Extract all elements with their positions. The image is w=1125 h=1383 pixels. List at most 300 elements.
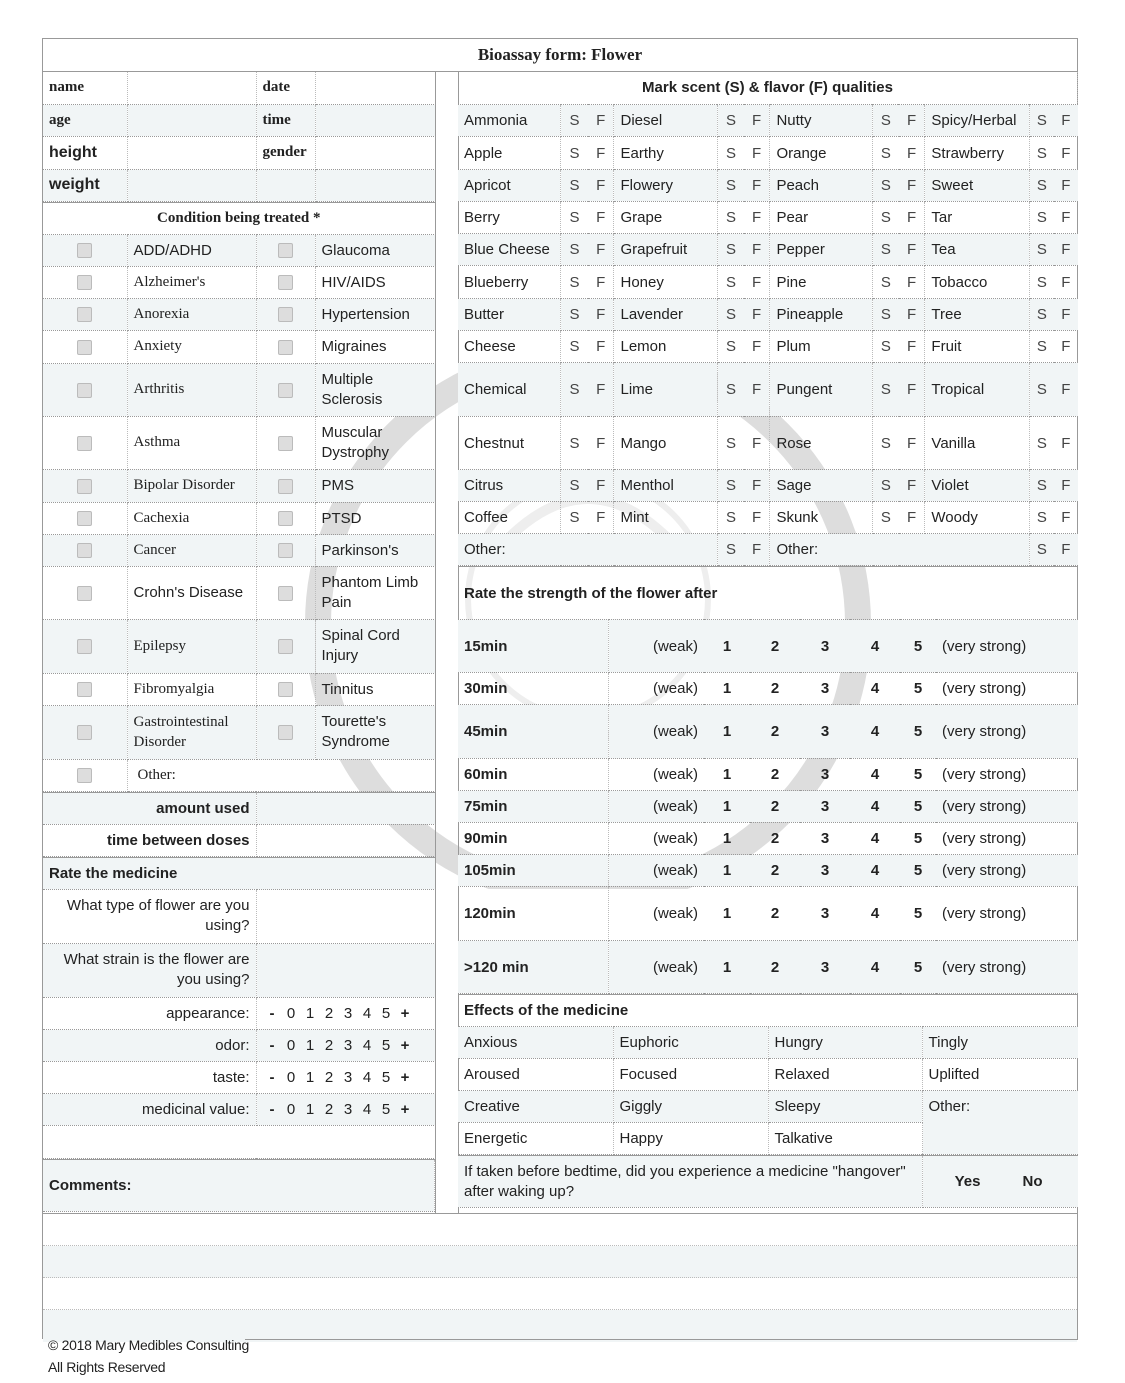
condition-row — [43, 330, 435, 363]
condition-row — [43, 502, 435, 534]
scent-item-label: Pine — [770, 266, 873, 299]
scent-s-mark[interactable]: S — [718, 470, 744, 502]
scent-item-label: Ammonia — [458, 105, 561, 137]
time-field[interactable] — [315, 104, 435, 136]
scent-item-label: Sweet — [925, 170, 1030, 202]
scent-row — [458, 234, 1078, 266]
effects-row — [458, 1027, 1078, 1059]
flower-type-question: What type of flower are you using? — [43, 889, 256, 943]
name-field[interactable] — [127, 72, 256, 104]
condition-checkbox[interactable] — [278, 586, 293, 601]
strength-rating-option[interactable]: 2 — [750, 759, 800, 791]
time-label: time — [256, 104, 315, 136]
flavor-f-mark[interactable]: F — [744, 299, 770, 331]
scent-s-mark[interactable]: S — [1030, 170, 1054, 202]
strength-rating-option[interactable]: 2 — [750, 673, 800, 705]
scent-s-mark[interactable]: S — [873, 266, 899, 299]
strength-rating-option[interactable]: 5 — [900, 620, 936, 673]
scent-s-mark[interactable]: S — [561, 202, 588, 234]
comments-header-table — [43, 1159, 435, 1212]
flavor-f-mark[interactable]: F — [899, 105, 925, 137]
strength-rating-option[interactable]: 1 — [704, 705, 750, 759]
effect-option[interactable]: Hungry — [768, 1027, 922, 1059]
strength-rating-option[interactable]: 5 — [900, 887, 936, 941]
weight-field[interactable] — [127, 169, 256, 201]
strength-rating-option[interactable]: 5 — [900, 673, 936, 705]
condition-checkbox[interactable] — [77, 682, 92, 697]
flavor-f-mark[interactable]: F — [588, 105, 614, 137]
condition-label: Bipolar Disorder — [127, 469, 256, 502]
flavor-f-mark[interactable]: F — [744, 502, 770, 534]
strength-rating-option[interactable]: 3 — [800, 705, 850, 759]
flavor-f-mark[interactable]: F — [744, 266, 770, 299]
condition-label: Asthma — [127, 416, 256, 469]
scent-item-label: Sage — [770, 470, 873, 502]
weight-label: weight — [43, 169, 127, 201]
comment-line[interactable] — [43, 1278, 1077, 1310]
scent-item-label: Citrus — [458, 470, 561, 502]
scent-s-mark[interactable]: S — [1030, 331, 1054, 363]
rating-row — [43, 1061, 435, 1093]
no-option[interactable]: No — [1022, 1173, 1043, 1190]
flavor-f-mark[interactable]: F — [1054, 417, 1078, 470]
scent-s-mark[interactable]: S — [718, 137, 744, 170]
scent-s-mark[interactable]: S — [718, 105, 744, 137]
condition-checkbox[interactable] — [77, 275, 92, 290]
condition-label: Muscular Dystrophy — [315, 416, 435, 469]
flavor-f-mark[interactable]: F — [1054, 234, 1078, 266]
effects-row — [458, 1059, 1078, 1091]
scent-row — [458, 266, 1078, 299]
condition-checkbox[interactable] — [278, 340, 293, 355]
rights: All Rights Reserved — [48, 1359, 166, 1375]
flavor-f-mark[interactable]: F — [588, 234, 614, 266]
very-strong-label: (very strong) — [936, 759, 1078, 791]
scent-s-mark[interactable]: S — [1030, 202, 1054, 234]
condition-checkbox[interactable] — [278, 243, 293, 258]
flower-type-field[interactable] — [256, 889, 435, 943]
scent-s-mark[interactable]: S — [718, 266, 744, 299]
scent-row — [458, 105, 1078, 137]
strength-rating-option[interactable]: 3 — [800, 855, 850, 887]
condition-label: Hypertension — [315, 298, 435, 330]
flavor-f-mark[interactable]: F — [588, 170, 614, 202]
form-title: Bioassay form: Flower — [43, 39, 1077, 72]
strength-rating-option[interactable]: 1 — [704, 791, 750, 823]
rating-label: odor: — [43, 1029, 256, 1061]
rating-scale[interactable]: - 0 1 2 3 4 5 + — [256, 997, 435, 1029]
effect-option[interactable]: Relaxed — [768, 1059, 922, 1091]
very-strong-label: (very strong) — [936, 791, 1078, 823]
strength-row — [458, 855, 1078, 887]
flavor-f-mark[interactable]: F — [1054, 202, 1078, 234]
copyright: © 2018 Mary Medibles Consulting — [48, 1337, 250, 1353]
scent-s-mark[interactable]: S — [561, 234, 588, 266]
date-field[interactable] — [315, 72, 435, 104]
scent-s-mark[interactable]: S — [561, 331, 588, 363]
flavor-f-mark[interactable]: F — [899, 202, 925, 234]
flavor-f-mark[interactable]: F — [744, 534, 770, 566]
condition-row — [43, 534, 435, 566]
condition-label: Tourette's Syndrome — [315, 705, 435, 759]
flavor-f-mark[interactable]: F — [899, 299, 925, 331]
condition-row — [43, 673, 435, 705]
strength-rating-option[interactable]: 4 — [850, 673, 900, 705]
scent-s-mark[interactable]: S — [873, 170, 899, 202]
scent-s-mark[interactable]: S — [561, 417, 588, 470]
scent-s-mark[interactable]: S — [873, 470, 899, 502]
condition-checkbox[interactable] — [77, 436, 92, 451]
flavor-f-mark[interactable]: F — [899, 234, 925, 266]
flavor-f-mark[interactable]: F — [588, 470, 614, 502]
strength-row — [458, 705, 1078, 759]
flavor-f-mark[interactable]: F — [899, 363, 925, 417]
scent-s-mark[interactable]: S — [561, 170, 588, 202]
scent-s-mark[interactable]: S — [873, 363, 899, 417]
scent-item-label: Chemical — [458, 363, 561, 417]
condition-label: Alzheimer's — [127, 266, 256, 298]
scent-s-mark[interactable]: S — [1030, 502, 1054, 534]
strength-rating-option[interactable]: 2 — [750, 941, 800, 994]
rating-scale[interactable]: - 0 1 2 3 4 5 + — [256, 1029, 435, 1061]
effect-option[interactable]: Euphoric — [613, 1027, 768, 1059]
flavor-f-mark[interactable]: F — [1054, 105, 1078, 137]
strength-rating-option[interactable]: 3 — [800, 759, 850, 791]
flavor-f-mark[interactable]: F — [1054, 502, 1078, 534]
condition-checkbox[interactable] — [278, 307, 293, 322]
weak-label: (weak) — [608, 855, 704, 887]
flavor-f-mark[interactable]: F — [1054, 363, 1078, 417]
flavor-f-mark[interactable]: F — [744, 331, 770, 363]
height-field[interactable] — [127, 136, 256, 169]
condition-row — [43, 469, 435, 502]
flavor-f-mark[interactable]: F — [899, 137, 925, 170]
flavor-f-mark[interactable]: F — [1054, 299, 1078, 331]
condition-checkbox[interactable] — [77, 586, 92, 601]
scent-s-mark[interactable]: S — [561, 137, 588, 170]
comment-line[interactable] — [43, 1214, 1077, 1246]
flavor-f-mark[interactable]: F — [744, 170, 770, 202]
date-label: date — [256, 72, 315, 104]
strength-rating-option[interactable]: 2 — [750, 705, 800, 759]
scent-item-label: Plum — [770, 331, 873, 363]
rating-scale[interactable]: - 0 1 2 3 4 5 + — [256, 1093, 435, 1125]
scent-s-mark[interactable]: S — [1030, 534, 1054, 566]
flavor-f-mark[interactable]: F — [1054, 534, 1078, 566]
age-field[interactable] — [127, 104, 256, 136]
scent-s-mark[interactable]: S — [1030, 266, 1054, 299]
strength-rating-option[interactable]: 1 — [704, 941, 750, 994]
strength-rating-option[interactable]: 2 — [750, 855, 800, 887]
condition-checkbox[interactable] — [77, 511, 92, 526]
scent-item-label: Orange — [770, 137, 873, 170]
scent-item-label: Violet — [925, 470, 1030, 502]
condition-label: Glaucoma — [315, 234, 435, 266]
scent-item-label: Vanilla — [925, 417, 1030, 470]
effect-option[interactable]: Creative — [458, 1091, 613, 1123]
strength-rating-option[interactable]: 1 — [704, 823, 750, 855]
scent-s-mark[interactable]: S — [873, 202, 899, 234]
scent-flavor-grid — [458, 105, 1078, 567]
gender-label: gender — [256, 136, 315, 169]
scent-s-mark[interactable]: S — [1030, 363, 1054, 417]
strength-rating-option[interactable]: 2 — [750, 791, 800, 823]
condition-label: Cancer — [127, 534, 256, 566]
effect-option[interactable]: Anxious — [458, 1027, 613, 1059]
scent-item-label: Grapefruit — [614, 234, 718, 266]
strength-row — [458, 759, 1078, 791]
condition-checkbox[interactable] — [278, 639, 293, 654]
scent-s-mark[interactable]: S — [1030, 470, 1054, 502]
strength-rating-option[interactable]: 5 — [900, 759, 936, 791]
scent-s-mark[interactable]: S — [873, 105, 899, 137]
effect-option[interactable]: Energetic — [458, 1123, 613, 1155]
scent-s-mark[interactable]: S — [1030, 234, 1054, 266]
flavor-f-mark[interactable]: F — [744, 470, 770, 502]
weak-label: (weak) — [608, 823, 704, 855]
strength-rating-option[interactable]: 4 — [850, 791, 900, 823]
effect-option[interactable]: Uplifted — [922, 1059, 1078, 1091]
flavor-f-mark[interactable]: F — [588, 331, 614, 363]
scent-s-mark[interactable]: S — [718, 331, 744, 363]
flavor-f-mark[interactable]: F — [744, 363, 770, 417]
rating-label: taste: — [43, 1061, 256, 1093]
strength-rating-option[interactable]: 1 — [704, 673, 750, 705]
comment-line[interactable] — [43, 1246, 1077, 1278]
condition-checkbox[interactable] — [278, 383, 293, 398]
strength-rating-option[interactable]: 4 — [850, 855, 900, 887]
effects-row — [458, 1091, 1078, 1123]
condition-checkbox[interactable] — [77, 307, 92, 322]
very-strong-label: (very strong) — [936, 620, 1078, 673]
flavor-f-mark[interactable]: F — [1054, 470, 1078, 502]
strength-rating-option[interactable]: 3 — [800, 673, 850, 705]
flavor-f-mark[interactable]: F — [588, 137, 614, 170]
strength-rating-option[interactable]: 5 — [900, 791, 936, 823]
condition-other-label: Other: — [127, 759, 435, 791]
strength-rating-option[interactable]: 5 — [900, 855, 936, 887]
scent-s-mark[interactable]: S — [718, 363, 744, 417]
scent-header: Mark scent (S) & flavor (F) qualities — [458, 72, 1078, 104]
strength-rating-option[interactable]: 2 — [750, 887, 800, 941]
rating-label: medicinal value: — [43, 1093, 256, 1125]
conditions-table — [43, 202, 436, 792]
strength-rating-option[interactable]: 1 — [704, 887, 750, 941]
patient-row — [43, 72, 435, 104]
condition-checkbox[interactable] — [278, 725, 293, 740]
effect-other-label[interactable]: Other: — [922, 1091, 1078, 1155]
comments-area[interactable] — [43, 1213, 1077, 1342]
condition-checkbox[interactable] — [77, 340, 92, 355]
strength-time-label: 45min — [458, 705, 608, 759]
flavor-f-mark[interactable]: F — [744, 417, 770, 470]
strength-row — [458, 823, 1078, 855]
strength-rating-option[interactable]: 3 — [800, 791, 850, 823]
hangover-question: If taken before bedtime, did you experience a medicine "hangover" after waking up? — [458, 1156, 922, 1208]
condition-checkbox[interactable] — [77, 383, 92, 398]
name-label: name — [43, 72, 127, 104]
scent-s-mark[interactable]: S — [561, 105, 588, 137]
scent-s-mark[interactable]: S — [718, 417, 744, 470]
flavor-f-mark[interactable]: F — [744, 137, 770, 170]
flavor-f-mark[interactable]: F — [744, 202, 770, 234]
scent-s-mark[interactable]: S — [873, 331, 899, 363]
footer-divider — [245, 1339, 1078, 1340]
strength-rating-option[interactable]: 4 — [850, 941, 900, 994]
age-label: age — [43, 104, 127, 136]
scent-item-label: Tea — [925, 234, 1030, 266]
scent-item-label: Chestnut — [458, 417, 561, 470]
scent-item-label: Tar — [925, 202, 1030, 234]
scent-s-mark[interactable]: S — [873, 299, 899, 331]
scent-item-label: Diesel — [614, 105, 718, 137]
strength-rating-option[interactable]: 4 — [850, 823, 900, 855]
condition-checkbox[interactable] — [77, 543, 92, 558]
strength-table — [458, 566, 1078, 994]
scent-item-label: Blueberry — [458, 266, 561, 299]
strength-rating-option[interactable]: 5 — [900, 941, 936, 994]
scent-item-label: Peach — [770, 170, 873, 202]
scent-s-mark[interactable]: S — [561, 266, 588, 299]
condition-checkbox[interactable] — [278, 682, 293, 697]
effect-option[interactable]: Tingly — [922, 1027, 1078, 1059]
scent-item-label: Strawberry — [925, 137, 1030, 170]
condition-checkbox[interactable] — [278, 511, 293, 526]
condition-checkbox[interactable] — [77, 639, 92, 654]
scent-row — [458, 299, 1078, 331]
time-between-doses-field[interactable] — [256, 824, 435, 856]
scent-s-mark[interactable]: S — [718, 202, 744, 234]
strength-rating-option[interactable]: 4 — [850, 759, 900, 791]
weak-label: (weak) — [608, 620, 704, 673]
scent-item-label: Butter — [458, 299, 561, 331]
condition-checkbox[interactable] — [77, 479, 92, 494]
flavor-f-mark[interactable]: F — [744, 105, 770, 137]
strength-rating-option[interactable]: 4 — [850, 620, 900, 673]
condition-checkbox[interactable] — [77, 768, 92, 783]
flavor-f-mark[interactable]: F — [588, 363, 614, 417]
comments-label: Comments: — [43, 1159, 435, 1211]
flavor-f-mark[interactable]: F — [899, 470, 925, 502]
rate-medicine-header: Rate the medicine — [43, 857, 435, 889]
strain-field[interactable] — [256, 943, 435, 997]
flavor-f-mark[interactable]: F — [899, 331, 925, 363]
scent-s-mark[interactable]: S — [718, 170, 744, 202]
flavor-f-mark[interactable]: F — [899, 266, 925, 299]
strength-rating-option[interactable]: 5 — [900, 705, 936, 759]
scent-s-mark[interactable]: S — [718, 299, 744, 331]
scent-s-mark[interactable]: S — [718, 502, 744, 534]
flavor-f-mark[interactable]: F — [588, 502, 614, 534]
scent-item-label: Skunk — [770, 502, 873, 534]
flavor-f-mark[interactable]: F — [1054, 266, 1078, 299]
strength-rating-option[interactable]: 2 — [750, 620, 800, 673]
condition-checkbox[interactable] — [77, 243, 92, 258]
strength-rating-option[interactable]: 1 — [704, 855, 750, 887]
strength-rating-option[interactable]: 2 — [750, 823, 800, 855]
scent-s-mark[interactable]: S — [1030, 105, 1054, 137]
scent-s-mark[interactable]: S — [873, 137, 899, 170]
yes-option[interactable]: Yes — [954, 1173, 981, 1190]
strength-rating-option[interactable]: 3 — [800, 941, 850, 994]
scent-item-label: Mango — [614, 417, 718, 470]
weak-label: (weak) — [608, 759, 704, 791]
flavor-f-mark[interactable]: F — [1054, 170, 1078, 202]
flavor-f-mark[interactable]: F — [899, 417, 925, 470]
scent-item-label: Coffee — [458, 502, 561, 534]
flavor-f-mark[interactable]: F — [1054, 137, 1078, 170]
effect-option[interactable]: Sleepy — [768, 1091, 922, 1123]
strength-rating-option[interactable]: 4 — [850, 705, 900, 759]
scent-s-mark[interactable]: S — [561, 299, 588, 331]
condition-label: Anxiety — [127, 330, 256, 363]
condition-checkbox[interactable] — [278, 479, 293, 494]
flavor-f-mark[interactable]: F — [899, 170, 925, 202]
flavor-f-mark[interactable]: F — [899, 502, 925, 534]
flavor-f-mark[interactable]: F — [588, 266, 614, 299]
condition-checkbox[interactable] — [77, 725, 92, 740]
scent-s-mark[interactable]: S — [873, 234, 899, 266]
scent-s-mark[interactable]: S — [718, 234, 744, 266]
effect-option[interactable]: Focused — [613, 1059, 768, 1091]
strength-rating-option[interactable]: 3 — [800, 887, 850, 941]
gender-field[interactable] — [315, 136, 435, 169]
scent-s-mark[interactable]: S — [718, 534, 744, 566]
effect-option[interactable]: Talkative — [768, 1123, 922, 1155]
flavor-f-mark[interactable]: F — [588, 202, 614, 234]
strength-rating-option[interactable]: 5 — [900, 823, 936, 855]
scent-s-mark[interactable]: S — [1030, 299, 1054, 331]
strength-rating-option[interactable]: 3 — [800, 823, 850, 855]
scent-s-mark[interactable]: S — [873, 502, 899, 534]
scent-s-mark[interactable]: S — [561, 502, 588, 534]
scent-item-label: Pungent — [770, 363, 873, 417]
amount-used-field[interactable] — [256, 792, 435, 824]
condition-checkbox[interactable] — [278, 275, 293, 290]
scent-s-mark[interactable]: S — [561, 470, 588, 502]
weak-label: (weak) — [608, 791, 704, 823]
flavor-f-mark[interactable]: F — [1054, 331, 1078, 363]
effect-option[interactable]: Giggly — [613, 1091, 768, 1123]
height-label: height — [43, 136, 127, 169]
condition-row — [43, 759, 435, 791]
condition-row — [43, 298, 435, 330]
effect-option[interactable]: Happy — [613, 1123, 768, 1155]
rating-scale[interactable]: - 0 1 2 3 4 5 + — [256, 1061, 435, 1093]
scent-s-mark[interactable]: S — [1030, 417, 1054, 470]
condition-checkbox[interactable] — [278, 543, 293, 558]
flavor-f-mark[interactable]: F — [588, 299, 614, 331]
scent-s-mark[interactable]: S — [1030, 137, 1054, 170]
rating-row — [43, 997, 435, 1029]
column-gap — [435, 72, 459, 1213]
condition-checkbox[interactable] — [278, 436, 293, 451]
effect-option[interactable]: Aroused — [458, 1059, 613, 1091]
scent-row — [458, 202, 1078, 234]
flavor-f-mark[interactable]: F — [744, 234, 770, 266]
condition-label: Cachexia — [127, 502, 256, 534]
scent-item-label: Blue Cheese — [458, 234, 561, 266]
patient-row — [43, 104, 435, 136]
strength-rating-option[interactable]: 3 — [800, 620, 850, 673]
scent-item-label: Tropical — [925, 363, 1030, 417]
flavor-f-mark[interactable]: F — [588, 417, 614, 470]
strength-rating-option[interactable]: 1 — [704, 759, 750, 791]
strength-rating-option[interactable]: 4 — [850, 887, 900, 941]
scent-s-mark[interactable]: S — [561, 363, 588, 417]
scent-s-mark[interactable]: S — [873, 417, 899, 470]
strength-rating-option[interactable]: 1 — [704, 620, 750, 673]
